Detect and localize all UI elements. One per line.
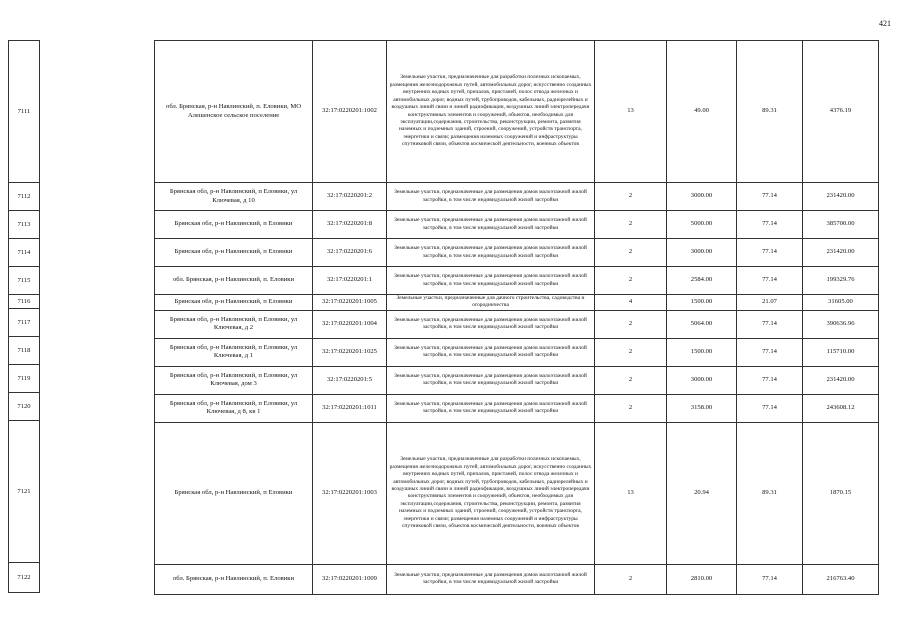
address-cell: Брянская обл, р-н Навлинский, п Еловики [155,422,313,564]
specific-value-cell: 89.31 [737,422,803,564]
cadastral-number-cell: 32:17:0220201:8 [313,211,387,239]
area-cell: 3158.00 [667,394,737,422]
specific-value-cell: 77.14 [737,239,803,267]
land-use-description-cell: Земельные участки, предназначенные для размещения домов малоэтажной жилой застройки, в том числе индивидуальной жилой застройки [387,267,595,295]
cadastral-number-cell: 32:17:0220201:1 [313,267,387,295]
cadastral-value-cell: 31605.00 [803,295,879,311]
use-group-cell: 2 [595,310,667,338]
cadastral-value-cell: 243608.12 [803,394,879,422]
row-number-row [9,211,40,239]
land-use-description-cell: Земельные участки, предназначенные для размещения домов малоэтажной жилой застройки, в том числе индивидуальной жилой застройки [387,394,595,422]
area-cell: 49.00 [667,41,737,183]
address-cell: Брянская обл, р-н Навлинский, п Еловики [155,295,313,311]
row-number-row [9,295,40,309]
cadastral-value-cell: 231420.00 [803,183,879,211]
area-cell: 2810.00 [667,564,737,594]
cadastral-value-cell: 216763.40 [803,564,879,594]
cadastral-number-cell: 32:17:0220201:2 [313,183,387,211]
row-number: 7116 [9,295,40,309]
specific-value-cell: 77.14 [737,267,803,295]
row-number-row [9,41,40,183]
specific-value-cell: 77.14 [737,310,803,338]
land-use-description-cell: Земельные участки, предназначенные для размещения домов малоэтажной жилой застройки, в том числе индивидуальной жилой застройки [387,211,595,239]
table-row [155,366,879,394]
area-cell: 3000.00 [667,183,737,211]
land-use-description-cell: Земельные участки, предназначенные для размещения домов малоэтажной жилой застройки, в том числе индивидуальной жилой застройки [387,564,595,594]
cadastral-value-cell: 231420.00 [803,239,879,267]
land-use-description-cell: Земельные участки, предназначенные для размещения домов малоэтажной жилой застройки, в том числе индивидуальной жилой застройки [387,183,595,211]
cadastral-number-cell: 32:17:0220201:5 [313,366,387,394]
row-number-row [9,421,40,563]
row-number: 7117 [9,309,40,337]
land-use-description-cell: Земельные участки, предназначенные для размещения домов малоэтажной жилой застройки, в том числе индивидуальной жилой застройки [387,310,595,338]
use-group-cell: 2 [595,394,667,422]
cadastral-value-cell: 199329.76 [803,267,879,295]
row-number-row [9,337,40,365]
cadastral-number-cell: 32:17:0220201:1002 [313,41,387,183]
land-use-description-cell: Земельные участки, предназначенные для дачного строительства, садоводства и огородничества [387,295,595,311]
specific-value-cell: 21.07 [737,295,803,311]
area-cell: 3000.00 [667,239,737,267]
use-group-cell: 2 [595,183,667,211]
specific-value-cell: 77.14 [737,394,803,422]
row-number-row [9,563,40,593]
use-group-cell: 13 [595,422,667,564]
area-cell: 5000.00 [667,211,737,239]
cadastral-number-cell: 32:17:0220201:1005 [313,295,387,311]
row-number: 7122 [9,563,40,593]
row-number: 7120 [9,393,40,421]
row-number: 7115 [9,267,40,295]
table-row [155,422,879,564]
cadastral-value-cell: 115710.00 [803,338,879,366]
specific-value-cell: 77.14 [737,338,803,366]
cadastral-value-cell: 385700.00 [803,211,879,239]
use-group-cell: 2 [595,366,667,394]
land-use-description-cell: Земельные участки, предназначенные для размещения домов малоэтажной жилой застройки, в том числе индивидуальной жилой застройки [387,338,595,366]
table-row [155,295,879,311]
cadastral-number-cell: 32:17:0220201:1011 [313,394,387,422]
address-cell: обл. Брянская, р-н Навлинский, п. Еловики [155,267,313,295]
row-number: 7121 [9,421,40,563]
address-cell: Брянская обл, р-н Навлинский, п Еловики, ул Ключевая, дом 3 [155,366,313,394]
row-number: 7112 [9,183,40,211]
row-number: 7118 [9,337,40,365]
cadastral-value-cell: 4376.19 [803,41,879,183]
row-number-row [9,365,40,393]
page-number: 421 [879,19,891,28]
land-use-description-cell: Земельные участки, предназначенные для размещения домов малоэтажной жилой застройки, в том числе индивидуальной жилой застройки [387,366,595,394]
table-row [155,564,879,594]
row-number: 7119 [9,365,40,393]
cadastral-number-cell: 32:17:0220201:1003 [313,422,387,564]
table-row [155,41,879,183]
cadastral-number-cell: 32:17:0220201:6 [313,239,387,267]
address-cell: обл. Брянская, р-н Навлинский, п. Еловики, МО Алешенское сельское поселение [155,41,313,183]
specific-value-cell: 77.14 [737,366,803,394]
cadastral-number-cell: 32:17:0220201:1025 [313,338,387,366]
area-cell: 5064.00 [667,310,737,338]
specific-value-cell: 77.14 [737,564,803,594]
row-number-row [9,309,40,337]
table-row [155,183,879,211]
area-cell: 3000.00 [667,366,737,394]
table-row [155,267,879,295]
table-row [155,211,879,239]
use-group-cell: 2 [595,338,667,366]
land-use-description-cell: Земельные участки, предназначенные для разработки полезных ископаемых, размещения железнодорожных путей, автомобильных дорог, искусственно созданных внутренних водных путей, причалов, пристаней, полос отвода железных и автомобильных дорог, водных путей, трубопроводов, кабельных, радиорелейных и воздушных линий связи и линий радиофикации, воздушных линий электропередачи конструктивных элементов и сооружений, объектов, необходимых для эксплуатации,содержания, строительства, реконструкции, ремонта, развития наземных и подземных зданий, строений, сооружений, устройств транспорта, энергетики и связи; размещения наземных сооружений и инфраструктуры спутниковой связи, объектов космической деятельности, военных объектов [387,41,595,183]
row-number-row [9,183,40,211]
specific-value-cell: 89.31 [737,41,803,183]
cadastral-number-cell: 32:17:0220201:1009 [313,564,387,594]
address-cell: Брянская обл, р-н Навлинский, п Еловики [155,239,313,267]
use-group-cell: 4 [595,295,667,311]
table-row [155,394,879,422]
cadastral-value-cell: 1870.15 [803,422,879,564]
specific-value-cell: 77.14 [737,211,803,239]
use-group-cell: 2 [595,239,667,267]
address-cell: Брянская обл, р-н Навлинский, п Еловики, ул Ключевая, д 10 [155,183,313,211]
use-group-cell: 2 [595,564,667,594]
use-group-cell: 13 [595,41,667,183]
row-number-column [8,40,40,593]
row-number: 7114 [9,239,40,267]
area-cell: 20.94 [667,422,737,564]
address-cell: Брянская обл, р-н Навлинский, п Еловики, ул Ключевая, д 1 [155,338,313,366]
address-cell: Брянская обл, р-н Навлинский, п Еловики, ул Ключевая, д 2 [155,310,313,338]
cadastral-number-cell: 32:17:0220201:1004 [313,310,387,338]
area-cell: 1500.00 [667,295,737,311]
cadastral-value-cell: 231420.00 [803,366,879,394]
address-cell: обл. Брянская, р-н Навлинский, п. Еловики [155,564,313,594]
table-row [155,338,879,366]
area-cell: 1500.00 [667,338,737,366]
use-group-cell: 2 [595,211,667,239]
specific-value-cell: 77.14 [737,183,803,211]
row-number: 7111 [9,41,40,183]
cadastral-value-cell: 390636.96 [803,310,879,338]
area-cell: 2584.00 [667,267,737,295]
row-number-row [9,239,40,267]
row-number: 7113 [9,211,40,239]
table-row [155,239,879,267]
land-plot-table [154,40,879,595]
land-use-description-cell: Земельные участки, предназначенные для разработки полезных ископаемых, размещения железнодорожных путей, автомобильных дорог, искусственно созданных внутренних водных путей, причалов, пристаней, полос отвода железных и автомобильных дорог, водных путей, трубопроводов, кабельных, радиорелейных и воздушных линий связи и линий радиофикации, воздушных линий электропередачи конструктивных элементов и сооружений, объектов, необходимых для эксплуатации,содержания, строительства, реконструкции, ремонта, развития наземных и подземных зданий, строений, сооружений, устройств транспорта, энергетики и связи; размещения наземных сооружений и инфраструктуры спутниковой связи, объектов космической деятельности, военных объектов [387,422,595,564]
table-row [155,310,879,338]
row-number-row [9,393,40,421]
address-cell: Брянская обл, р-н Навлинский, п Еловики [155,211,313,239]
row-number-row [9,267,40,295]
land-use-description-cell: Земельные участки, предназначенные для размещения домов малоэтажной жилой застройки, в том числе индивидуальной жилой застройки [387,239,595,267]
use-group-cell: 2 [595,267,667,295]
address-cell: Брянская обл, р-н Навлинский, п Еловики, ул Ключевая, д 8, кв 1 [155,394,313,422]
